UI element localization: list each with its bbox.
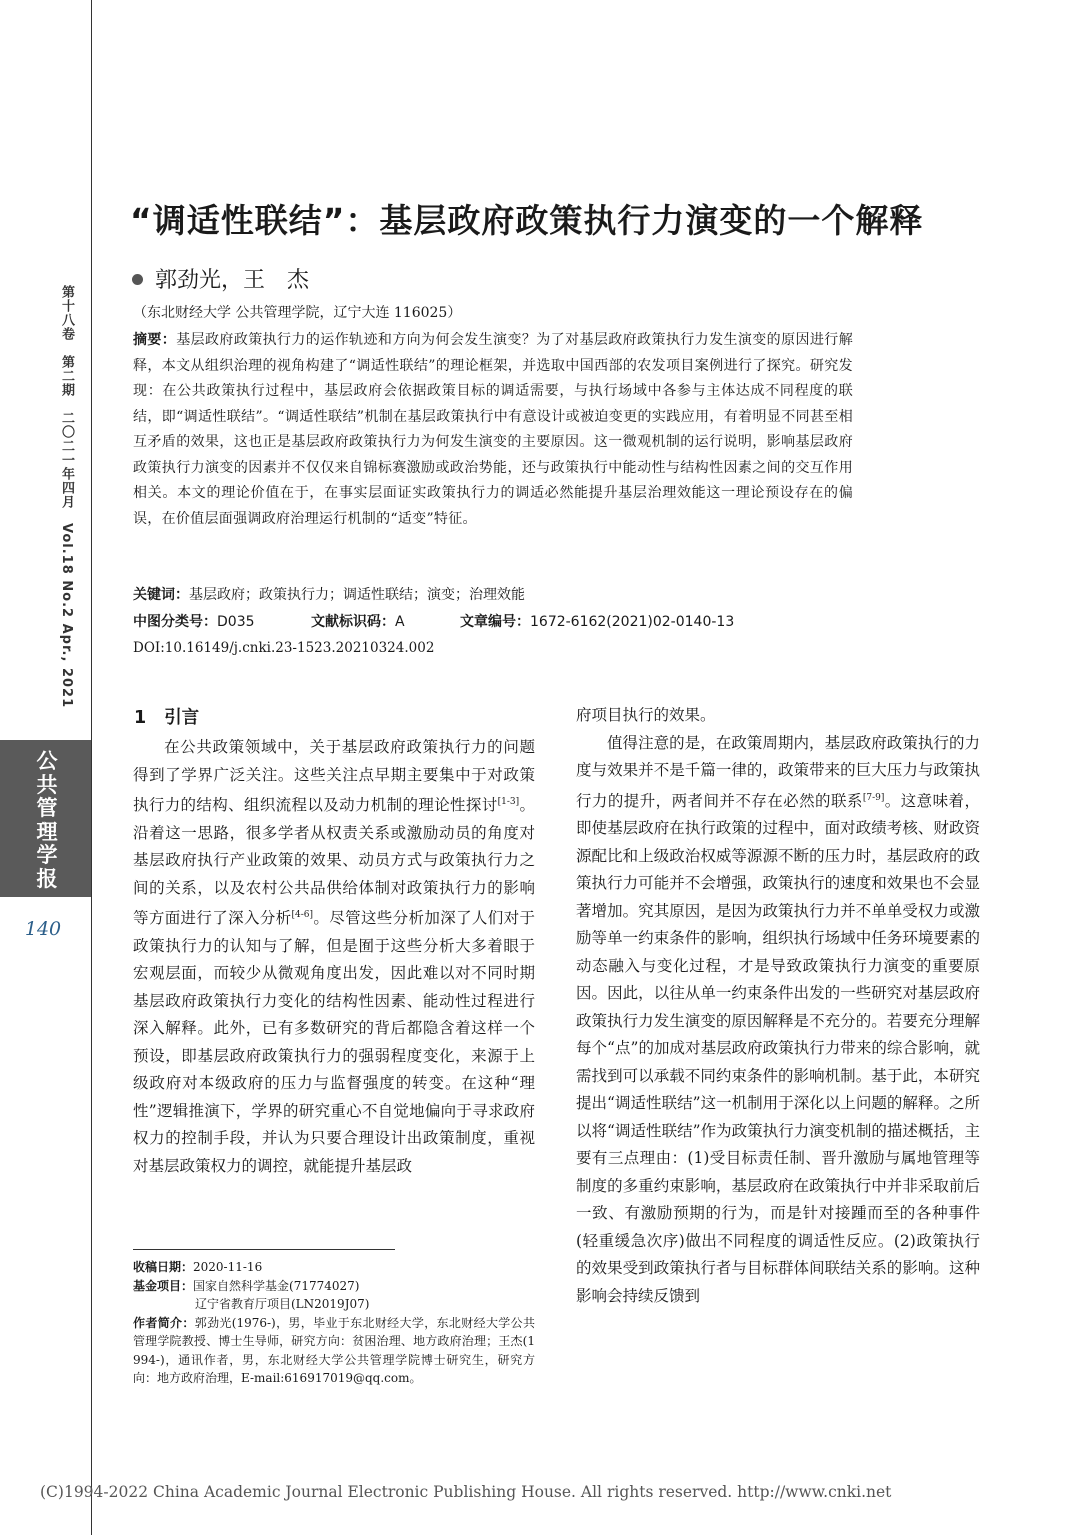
footnote-rule — [133, 1249, 395, 1250]
text-run: 。尽管这些分析加深了人们对于政策执行力的认知与了解，但是囿于这些分析大多着眼于宏观层面，而较少从微观角度出发，因此难以对不同时期基层政府政策执行力变化的结构性因素、能动性过程进行深入解释。此外，已有多数研究的背后都隐含着这样一个预设，即基层政府政策执行力的强弱程度变化，来源于上级政府对本级政府的压力与监督强度的转变。在这种“理性”逻辑推演下，学界的研究重心不自觉地偏向于寻求政府权力的控制手段，并认为只要合理设计出政策制度，重视对基层政策权力的调控，就能提升基层政 — [133, 909, 535, 1175]
body-left-column — [133, 734, 535, 1180]
section-heading — [134, 704, 199, 729]
authors — [132, 263, 309, 294]
clc-value: D035 — [217, 614, 255, 630]
clc-label: 中图分类号： — [133, 614, 217, 630]
abstract-text: 基层政府政策执行力的运作轨迹和方向为何会发生演变？为了对基层政府政策执行力发生演变的原因进行解释，本文从组织治理的视角构建了“调适性联结”的理论框架，并选取中国西部的农发项目案例进行了探究。研究发现：在公共政策执行过程中，基层政府会依据政策目标的调适需要，与执行场域中各参与主体达成不同程度的联结，即“调适性联结”。“调适性联结”机制在基层政策执行中有意设计或被迫变更的实践应用，有着明显不同甚至相互矛盾的效果，这也正是基层政府政策执行力为何发生演变的主要原因。这一微观机制的运行说明，影响基层政府政策执行力演变的因素并不仅仅来自锦标赛激励或政治势能，还与政策执行中能动性与结构性因素之间的交互作用相关。本文的理论价值在于，在事实层面证实政策执行力的调适必然能提升基层治理效能这一理论预设存在的偏误，在价值层面强调政府治理运行机制的“适变”特征。 — [133, 332, 853, 527]
article-no-label: 文章编号： — [460, 614, 530, 630]
paragraph — [576, 730, 980, 1311]
keywords-text: 基层政府；政策执行力；调适性联结；演变；治理效能 — [189, 587, 525, 603]
fund-info — [133, 1277, 535, 1296]
text-run: 。沿着这一思路，很多学者从权责关系或激励动员的角度对基层政府执行产业政策的效果、动员方式与政策执行力之间的关系，以及农村公共品供给体制对政策执行力的影响等方面进行了深入分析 — [133, 796, 535, 928]
body-right-column — [576, 702, 980, 1310]
document-code — [311, 611, 405, 631]
section-title: 引言 — [164, 708, 200, 728]
abstract-label: 摘要： — [133, 332, 177, 348]
section-number: 1 — [134, 708, 147, 728]
keywords — [133, 584, 525, 604]
clc-number — [133, 611, 255, 631]
affiliation: （东北财经大学 公共管理学院，辽宁大连 116025） — [133, 305, 462, 321]
journal-name: 公共管理学报 — [36, 749, 58, 891]
doc-code-value: A — [395, 614, 405, 630]
fund-value-1: 国家自然科学基金(71774027) — [193, 1278, 360, 1293]
journal-name-block — [0, 740, 91, 897]
text-run: 值得注意的是，在政策周期内，基层政府政策执行的力度与效果并不是千篇一律的，政策带来的巨大压力与政策执行力的提升，两者间并不存在必然的联系 — [576, 733, 980, 810]
doi: DOI:10.16149/j.cnki.23-1523.20210324.002 — [133, 640, 435, 656]
citation: [7-9] — [862, 792, 885, 803]
article-no-value: 1672-6162(2021)02-0140-13 — [530, 614, 735, 630]
margin-rule — [91, 0, 92, 1535]
footnotes — [133, 1258, 535, 1388]
bio-text: 郭劲光(1976-)，男，毕业于东北财经大学，东北财经大学公共管理学院教授、博士生导师，研究方向：贫困治理、地方政府治理；王杰(1994-)，通讯作者，男，东北财经大学公共管理学院博士研究生，研究方向：地方政府治理，E-mail:616917019@qq.com。 — [133, 1315, 535, 1385]
copyright-notice: (C)1994-2022 China Academic Journal Electronic Publishing House. All rights reserved. http://www.cnki.net — [40, 1483, 892, 1501]
received-value: 2020-11-16 — [193, 1260, 263, 1274]
page-number: 140 — [24, 918, 62, 940]
volume-info: 第十八卷 第二期 二〇二一年四月 Vol.18 No.2 Apr., 2021 — [59, 285, 74, 709]
bullet-dot-icon — [132, 274, 143, 285]
article-title: “调适性联结”：基层政府政策执行力演变的一个解释 — [130, 201, 924, 240]
paragraph-continuation: 府项目执行的效果。 — [576, 706, 716, 724]
author-names: 郭劲光，王 杰 — [155, 268, 310, 293]
article-number — [460, 611, 734, 631]
abstract — [133, 328, 853, 532]
bio-label: 作者简介： — [133, 1315, 195, 1330]
fund-label: 基金项目： — [133, 1278, 194, 1293]
fund-value-2: 辽宁省教育厅项目(LN2019J07) — [195, 1297, 370, 1311]
paragraph — [133, 734, 535, 1180]
received-date — [133, 1258, 535, 1277]
received-label: 收稿日期： — [133, 1260, 194, 1274]
text-run: 。这意味着，即使基层政府在执行政策的过程中，面对政绩考核、财政资源配比和上级政治权威等源源不断的压力时，基层政府的政策执行力可能并不会增强，政策执行的速度和效果也不会显著增加。究其原因，是因为政策执行力并不单单受权力或激励等单一约束条件的影响，组织执行场域中任务环境要素的动态融入与变化过程，才是导致政策执行力演变的重要原因。因此，以往从单一约束条件出发的一些研究对基层政府政策执行力发生演变的原因解释是不充分的。若要充分理解每个“点”的加成对基层政府政策执行力带来的综合影响，就需找到可以承载不同约束条件的影响机制。基于此，本研究提出“调适性联结”这一机制用于深化以上问题的解释。之所以将“调适性联结”作为政策执行力演变机制的描述概括，主要有三点理由：(1)受目标责任制、晋升激励与属地管理等制度的多重约束影响，基层政府在政策执行中并非采取前后一致、有激励预期的行为，而是针对接踵而至的各种事件(轻重缓急次序)做出不同程度的调适性反应。(2)政策执行的效果受到政策执行者与目标群体间联结关系的影响。这种影响会持续反馈到 — [576, 791, 980, 1305]
author-bio — [133, 1314, 535, 1388]
citation: [4-6] — [291, 910, 314, 921]
citation: [1-3] — [497, 797, 520, 807]
keywords-label: 关键词： — [133, 587, 189, 603]
doc-code-label: 文献标识码： — [311, 614, 395, 630]
text-run: 在公共政策领域中，关于基层政府政策执行力的问题得到了学界广泛关注。这些关注点早期主要集中于对政策执行力的结构、组织流程以及动力机制的理论性探讨 — [133, 738, 535, 815]
